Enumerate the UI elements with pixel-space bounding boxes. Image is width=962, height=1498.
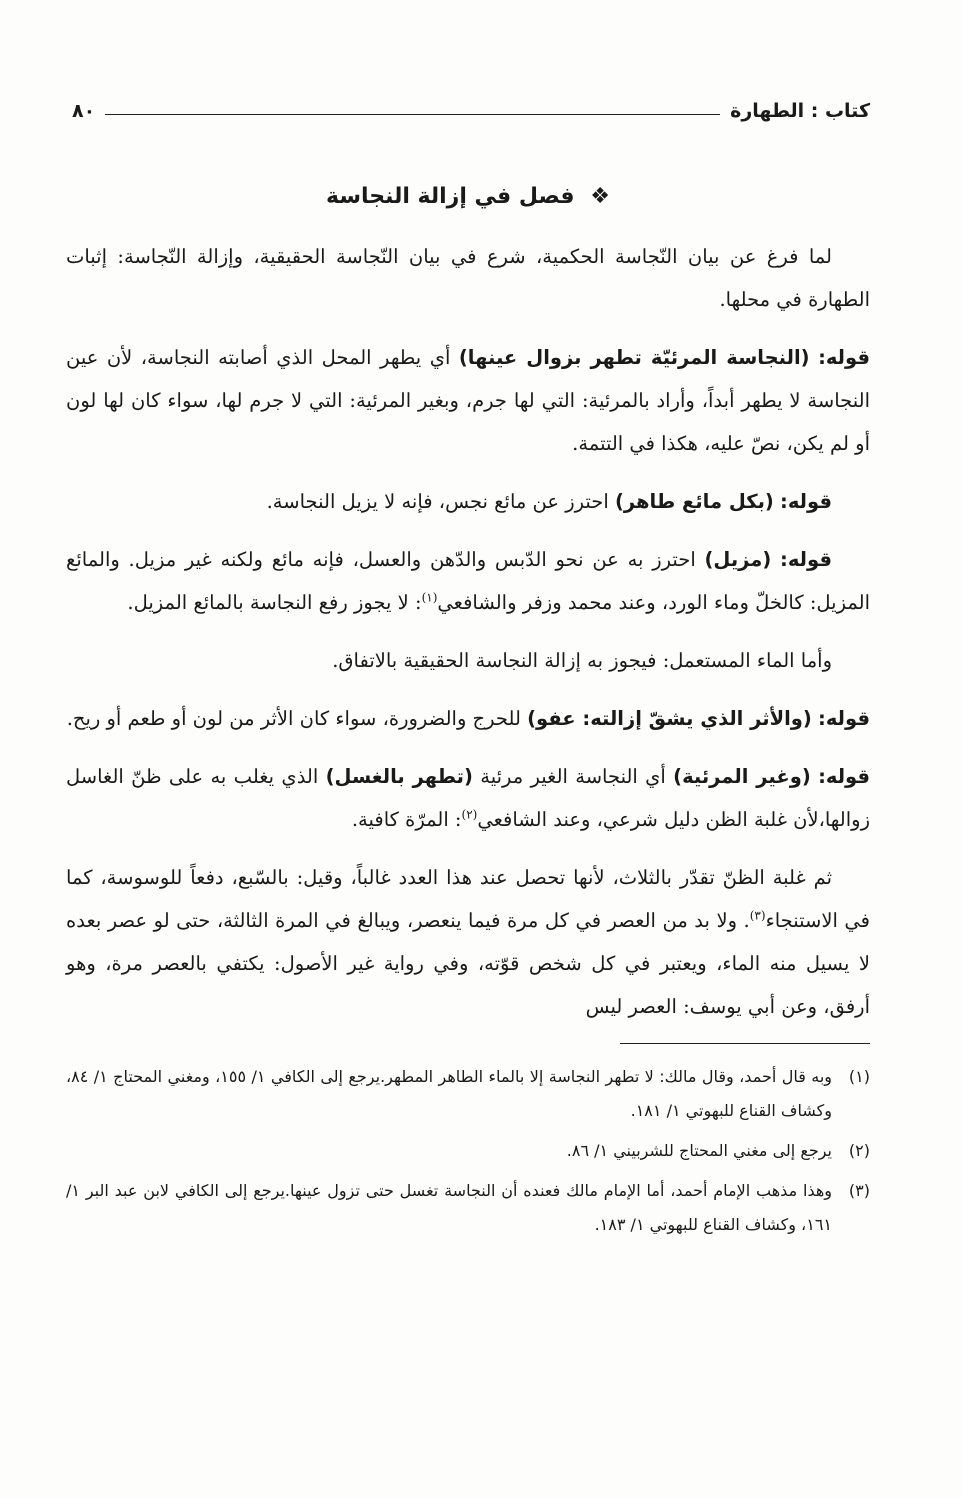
paragraph-text: . ولا بد من العصر في كل مرة فيما ينعصر، ويبالغ في المرة الثالثة، حتى لو عصر بعده لا يسيل منه الماء، ويعتبر في كل شخص قوّته، وفي رواية غير الأصول: يكتفي بالعصر مرة، وهو أرفق، وعن أبي يوسف: العصر ليس xyxy=(66,909,870,1018)
page-number: ٨٠ xyxy=(72,100,96,122)
footnote-text: يرجع إلى مغني المحتاج للشربيني ١/ ٨٦. xyxy=(566,1141,832,1160)
footnotes xyxy=(66,1060,870,1242)
commentary-label: قوله: xyxy=(780,548,832,571)
footnote-text: وبه قال أحمد، وقال مالك: لا تطهر النجاسة إلا بالماء الطاهر المطهر.يرجع إلى الكافي ١/ ١٥٥، ومغني المحتاج ١/ ٨٤، وكشاف القناع للبهوتي ١/ ١٨١. xyxy=(66,1067,833,1120)
paragraph-commentary xyxy=(66,755,870,841)
footnote xyxy=(66,1174,870,1242)
footnote-ref[interactable]: (١) xyxy=(421,590,438,605)
footnote-rule xyxy=(620,1043,870,1044)
paragraph-commentary xyxy=(66,697,870,740)
paragraph-text: للحرج والضرورة، سواء كان الأثر من لون أو طعم أو ريح. xyxy=(66,707,521,730)
footnote-number: (٣) xyxy=(848,1181,870,1200)
paragraph-intro xyxy=(66,235,870,321)
paragraph-text: : لا يجوز رفع النجاسة بالمائع المزيل. xyxy=(127,591,422,614)
paragraph xyxy=(66,856,870,1028)
running-header xyxy=(66,100,870,122)
section-title: فصل في إزالة النجاسة xyxy=(326,184,575,209)
commentary-label: قوله: xyxy=(818,707,870,730)
footnote xyxy=(66,1134,870,1168)
paragraph xyxy=(66,639,870,682)
footnote-text: وهذا مذهب الإمام أحمد، أما الإمام مالك فعنده أن النجاسة تغسل حتى تزول عينها.يرجع إلى الكافي لابن عبد البر ١/ ١٦١، وكشاف القناع للبهوتي ١/ ١٨٣. xyxy=(66,1181,832,1234)
ornament-icon: ❖ xyxy=(590,184,610,209)
commentary-label: قوله: xyxy=(780,490,832,513)
paragraph-text: لما فرغ عن بيان النّجاسة الحكمية، شرع في بيان النّجاسة الحقيقية، وإزالة النّجاسة: إثبات الطهارة في محلها. xyxy=(66,245,870,311)
quoted-matn: (وغير المرئية) xyxy=(673,765,811,788)
quoted-matn: (النجاسة المرئيّة تطهر بزوال عينها) xyxy=(458,346,810,369)
body-text xyxy=(66,235,870,1028)
commentary-label: قوله: xyxy=(818,346,871,369)
quoted-matn: (مزيل) xyxy=(704,548,772,571)
quoted-matn: (والأثر الذي يشقّ إزالته: عفو) xyxy=(527,707,812,730)
footnote-ref[interactable]: (٢) xyxy=(461,807,478,822)
quoted-matn: (بكل مائع طاهر) xyxy=(614,490,774,513)
commentary-label: قوله: xyxy=(818,765,871,788)
paragraph-text: أي يطهر المحل الذي أصابته النجاسة، لأن عين النجاسة لا يطهر أبداً، وأراد بالمرئية: التي لها جرم، وبغير المرئية: التي لا جرم لها، سواء كان لها لون أو لم يكن، نصّ عليه، هكذا في التتمة. xyxy=(66,346,870,455)
paragraph-commentary xyxy=(66,336,870,465)
paragraph-text: احترز به عن نحو الدّبس والدّهن والعسل، فإنه مائع ولكنه غير مزيل. والمائع المزيل: كالخلّ وماء الورد، وعند محمد وزفر والشافعي xyxy=(66,548,870,614)
paragraph-text: أي النجاسة الغير مرئية xyxy=(480,765,666,788)
header-rule xyxy=(105,114,720,115)
paragraph-commentary xyxy=(66,480,870,523)
footnote xyxy=(66,1060,870,1128)
paragraph-text: : المرّة كافية. xyxy=(351,808,462,831)
quoted-matn: (تطهر بالغسل) xyxy=(325,765,473,788)
section-heading xyxy=(66,184,870,209)
paragraph-text: احترز عن مائع نجس، فإنه لا يزيل النجاسة. xyxy=(266,490,609,513)
paragraph-text: ثم غلبة الظنّ تقدّر بالثلاث، لأنها تحصل عند هذا العدد غالباً، وقيل: بالسّبع، دفعاً للوسوسة، كما في الاستنجاء xyxy=(66,866,870,932)
footnote-ref[interactable]: (٣) xyxy=(749,908,766,923)
paragraph-text: وأما الماء المستعمل: فيجوز به إزالة النجاسة الحقيقية بالاتفاق. xyxy=(332,649,832,672)
footnote-number: (٢) xyxy=(848,1141,870,1160)
paragraph-commentary xyxy=(66,538,870,624)
paragraph-text: الذي يغلب به على ظنّ الغاسل زوالها،لأن غلبة الظن دليل شرعي، وعند الشافعي xyxy=(66,765,870,831)
footnote-number: (١) xyxy=(848,1067,870,1086)
book-title: كتاب : الطهارة xyxy=(730,100,870,122)
